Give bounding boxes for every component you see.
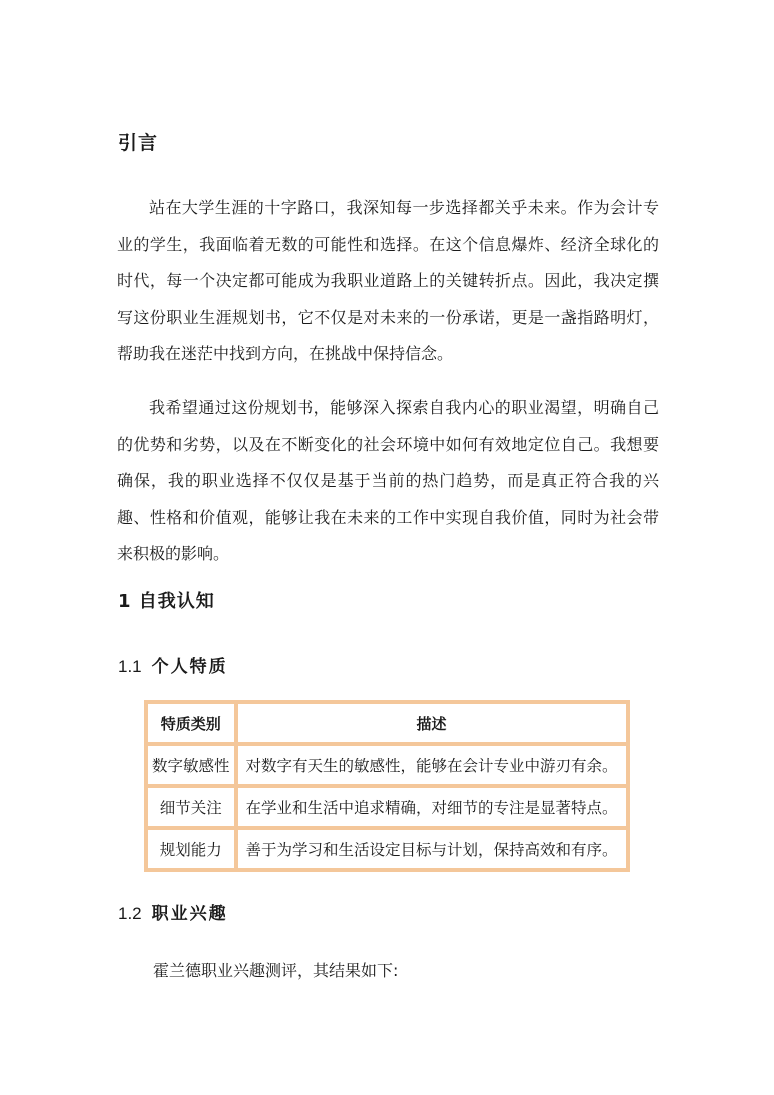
trait-description: 在学业和生活中追求精确，对细节的专注是显著特点。: [236, 786, 628, 828]
traits-table: [144, 700, 630, 872]
intro-paragraph-2: 我希望通过这份规划书，能够深入探索自我内心的职业渴望，明确自己的优势和劣势，以及在不断变化的社会环境中如何有效地定位自己。我想要确保，我的职业选择不仅仅是基于当前的热门趋势，而是真正符合我的兴趣、性格和价值观，能够让我在未来的工作中实现自我价值，同时为社会带来积极的影响。: [117, 398, 659, 563]
section-1-1-title: 个人特质: [151, 657, 228, 677]
trait-category: 数字敏感性: [146, 744, 236, 786]
trait-description: 对数字有天生的敏感性，能够在会计专业中游刃有余。: [236, 744, 628, 786]
trait-category: 细节关注: [146, 786, 236, 828]
traits-table-header-row: [146, 702, 628, 744]
section-1-2-heading: [118, 899, 228, 924]
trait-category: 规划能力: [146, 828, 236, 870]
traits-header-category: 特质类别: [146, 702, 236, 744]
intro-paragraph-1: 站在大学生涯的十字路口，我深知每一步选择都关乎未来。作为会计专业的学生，我面临着无数的可能性和选择。在这个信息爆炸、经济全球化的时代，每一个决定都可能成为我职业道路上的关键转折点。因此，我决定撰写这份职业生涯规划书，它不仅是对未来的一份承诺，更是一盏指路明灯，帮助我在迷茫中找到方向，在挑战中保持信念。: [117, 198, 659, 363]
section-1-heading: 1 自我认知: [118, 591, 215, 612]
section-1-2-title: 职业兴趣: [151, 904, 228, 924]
section-1-1-heading: [118, 652, 228, 677]
table-row: [146, 828, 628, 870]
table-row: [146, 744, 628, 786]
table-row: [146, 786, 628, 828]
intro-heading: 引言: [118, 132, 159, 154]
traits-header-description: 描述: [236, 702, 628, 744]
trait-description: 善于为学习和生活设定目标与计划，保持高效和有序。: [236, 828, 628, 870]
holland-test-paragraph: 霍兰德职业兴趣测评，其结果如下:: [153, 961, 399, 980]
section-1-2-number: 1.2: [118, 904, 142, 923]
section-1-1-number: 1.1: [118, 657, 142, 676]
